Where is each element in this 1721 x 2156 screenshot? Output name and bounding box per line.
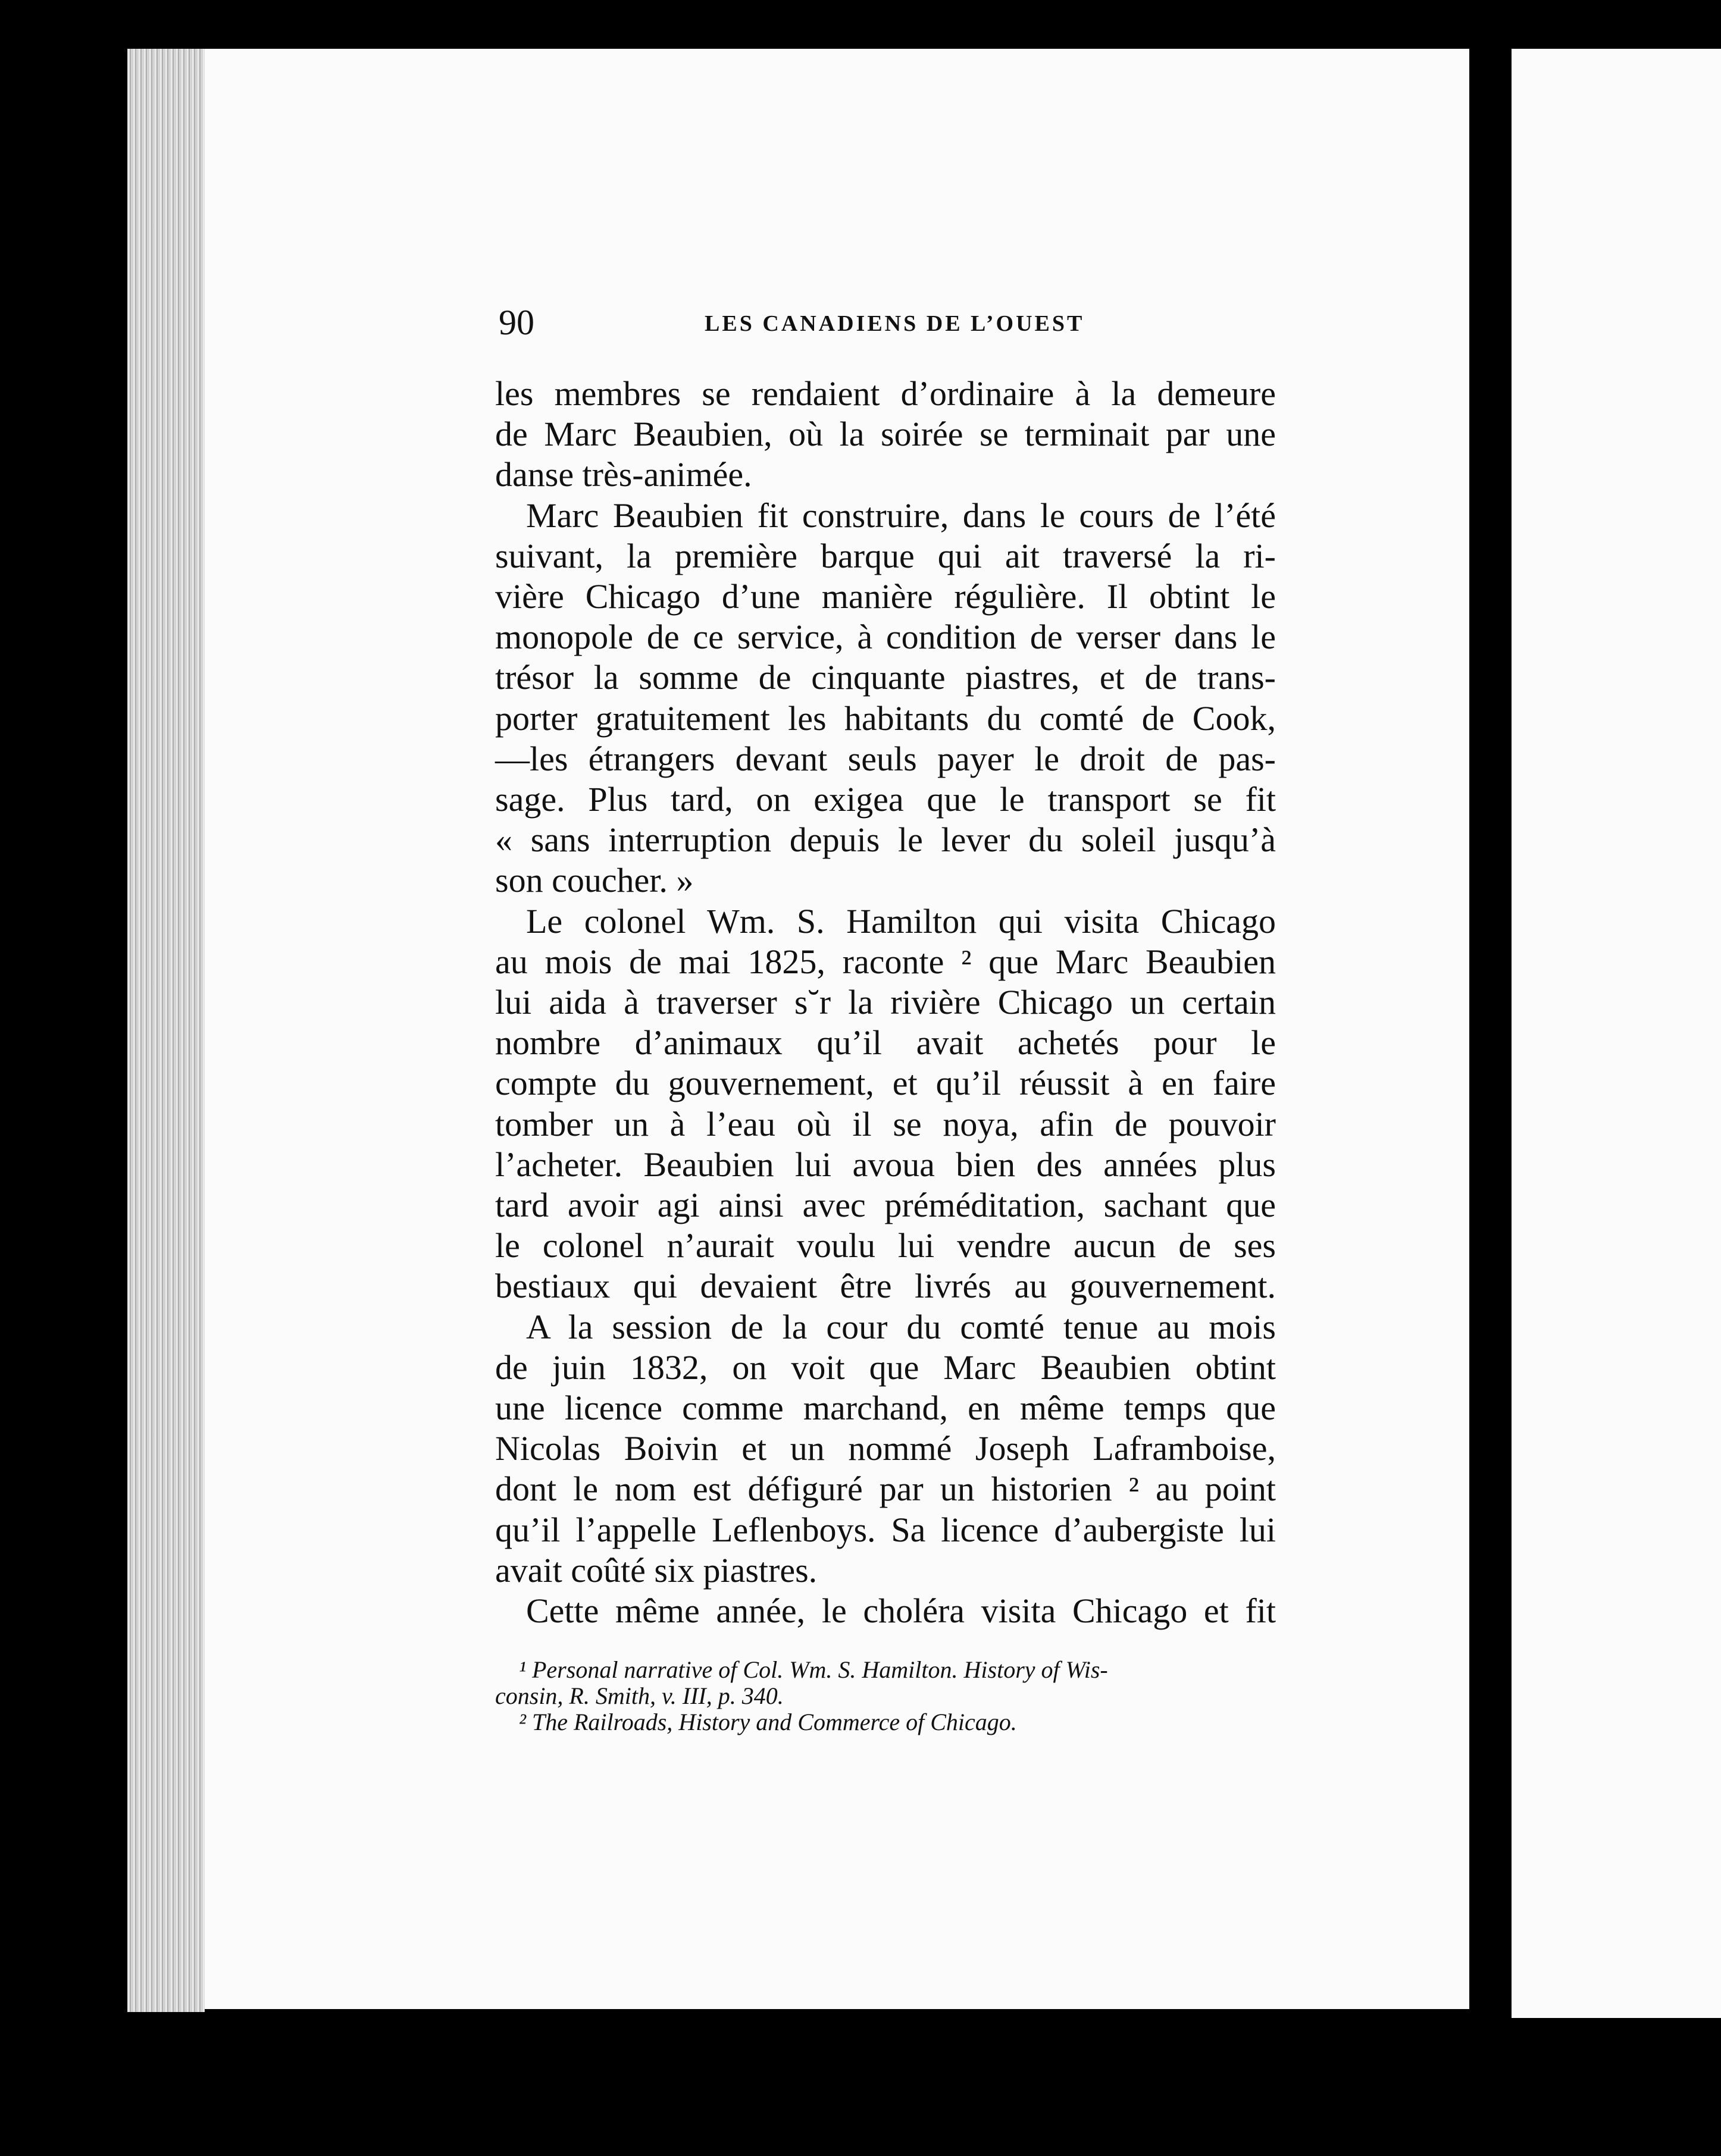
text-line: —les étrangers devant seuls payer le droit de pas- <box>495 739 1276 778</box>
running-head <box>499 302 1290 344</box>
text-line: dont le nom est défiguré par un historien ² au point <box>495 1469 1276 1509</box>
text-line: monopole de ce service, à condition de verser dans le <box>495 618 1276 657</box>
text-line: Marc Beaubien fit construire, dans le cours de l’été <box>526 496 1276 535</box>
text-line: danse très-animée. <box>495 455 752 494</box>
text-line: sage. Plus tard, on exigea que le transport se fit <box>495 780 1276 819</box>
text-line: une licence comme marchand, en même temps que <box>495 1389 1276 1428</box>
text-line: son coucher. » <box>495 861 694 900</box>
text-line: porter gratuitement les habitants du comté de Cook, <box>495 698 1276 738</box>
text-line: Le colonel Wm. S. Hamilton qui visita Chicago <box>526 901 1276 941</box>
text-line: tomber un à l’eau où il se noya, afin de pouvoir <box>495 1104 1276 1143</box>
text-line: de juin 1832, on voit que Marc Beaubien obtint <box>495 1348 1276 1387</box>
text-line: vière Chicago d’une manière régulière. Il obtint le <box>495 577 1276 616</box>
facing-page <box>1512 49 1721 2018</box>
footnote-line: consin, R. Smith, v. III, p. 340. <box>495 1682 784 1709</box>
text-line: lui aida à traverser s˘r la rivière Chicago un certain <box>495 983 1276 1022</box>
text-line: tard avoir agi ainsi avec préméditation, sachant que <box>495 1186 1276 1225</box>
text-line: Nicolas Boivin et un nommé Joseph Laframboise, <box>495 1429 1276 1468</box>
text-line: l’acheter. Beaubien lui avoua bien des années plus <box>495 1145 1276 1184</box>
footnote-line: ¹ Personal narrative of Col. Wm. S. Hamilton. History of Wis- <box>519 1656 1108 1683</box>
text-line: qu’il l’appelle Leflenboys. Sa licence d’aubergiste lui <box>495 1510 1276 1549</box>
text-line: nombre d’animaux qu’il avait achetés pour le <box>495 1023 1276 1063</box>
running-title: LES CANADIENS DE L’OUEST <box>705 311 1085 336</box>
text-line: Cette même année, le choléra visita Chicago et fit <box>526 1591 1276 1631</box>
text-line: au mois de mai 1825, raconte ² que Marc Beaubien <box>495 942 1276 981</box>
text-line: A la session de la cour du comté tenue au mois <box>526 1307 1276 1346</box>
text-line: « sans interruption depuis le lever du soleil jusqu’à <box>495 820 1276 860</box>
text-line: les membres se rendaient d’ordinaire à la demeure <box>495 374 1276 413</box>
text-line: le colonel n’aurait voulu lui vendre aucun de ses <box>495 1226 1276 1265</box>
text-line: compte du gouvernement, et qu’il réussit à en faire <box>495 1064 1276 1103</box>
text-line: de Marc Beaubien, où la soirée se terminait par une <box>495 415 1276 454</box>
text-line: avait coûté six piastres. <box>495 1550 818 1590</box>
text-line: trésor la somme de cinquante piastres, et de trans- <box>495 658 1276 697</box>
body-text <box>495 374 1276 1631</box>
footnote-line: ² The Railroads, History and Commerce of Chicago. <box>519 1709 1017 1735</box>
page-number: 90 <box>499 303 534 342</box>
text-line: suivant, la première barque qui ait traversé la ri- <box>495 536 1276 575</box>
footnotes <box>495 1657 1276 1735</box>
page-edge-stack <box>127 49 205 2012</box>
text-line: bestiaux qui devaient être livrés au gouvernement. <box>495 1267 1276 1306</box>
